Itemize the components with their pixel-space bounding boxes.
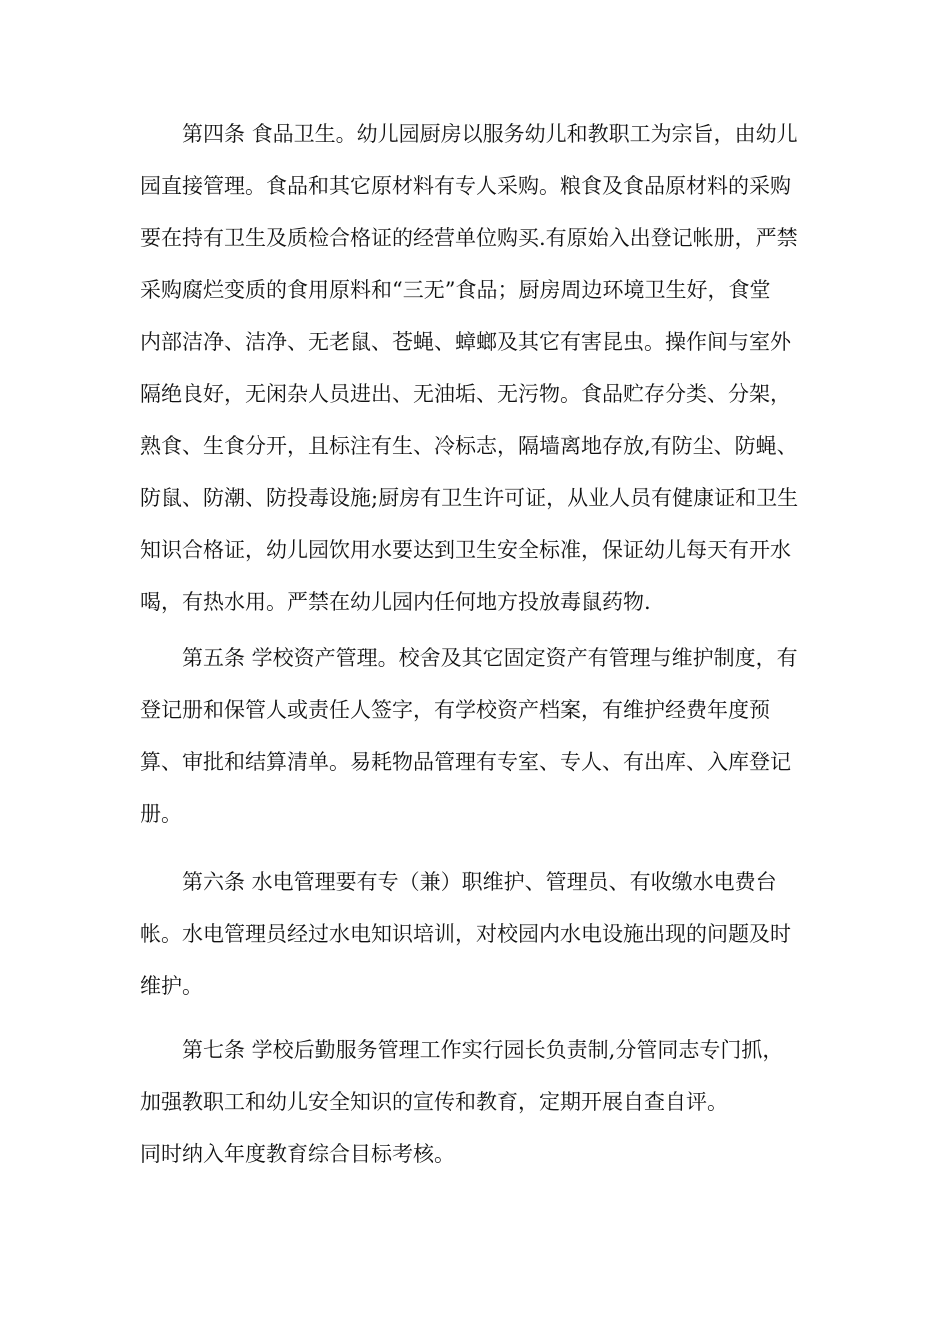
article-4-line-4: 采购腐烂变质的食用原料和“三无”食品；厨房周边环境卫生好，食堂 [140, 278, 771, 302]
article-7-line-1: 第七条 学校后勤服务管理工作实行园长负责制,分管同志专门抓， [182, 1038, 784, 1062]
article-4-line-8: 防鼠、防潮、防投毒设施;厨房有卫生许可证，从业人员有健康证和卫生 [140, 486, 799, 510]
article-4-line-1: 第四条 食品卫生。幼儿园厨房以服务幼儿和教职工为宗旨，由幼儿 [182, 122, 798, 146]
article-4-line-9: 知识合格证，幼儿园饮用水要达到卫生安全标准，保证幼儿每天有开水 [140, 538, 791, 562]
article-5-line-1: 第五条 学校资产管理。校舍及其它固定资产有管理与维护制度，有 [182, 646, 798, 670]
article-6-line-1: 第六条 水电管理要有专（兼）职维护、管理员、有收缴水电费台 [182, 870, 777, 894]
article-4-line-7: 熟食、生食分开，且标注有生、冷标志，隔墙离地存放,有防尘、防蝇、 [140, 434, 798, 458]
article-4-paragraph [140, 108, 820, 628]
article-4-line-10: 喝，有热水用。严禁在幼儿园内任何地方投放毒鼠药物. [140, 590, 651, 614]
article-5-line-4: 册。 [140, 802, 182, 826]
article-7-line-2: 加强教职工和幼儿安全知识的宣传和教育，定期开展自查自评。 [140, 1090, 728, 1114]
article-6-line-2: 帐。水电管理员经过水电知识培训，对校园内水电设施出现的问题及时 [140, 922, 791, 946]
article-4-line-6: 隔绝良好，无闲杂人员进出、无油垢、无污物。食品贮存分类、分架， [140, 382, 791, 406]
article-7-line-3: 同时纳入年度教育综合目标考核。 [140, 1142, 455, 1166]
article-6-paragraph [140, 856, 820, 1012]
article-4-line-3: 要在持有卫生及质检合格证的经营单位购买.有原始入出登记帐册，严禁 [140, 226, 798, 250]
article-6-line-3: 维护。 [140, 974, 203, 998]
article-7-paragraph [140, 1024, 820, 1180]
article-4-line-5: 内部洁净、洁净、无老鼠、苍蝇、蟑螂及其它有害昆虫。操作间与室外 [140, 330, 791, 354]
article-5-line-2: 登记册和保管人或责任人签字，有学校资产档案，有维护经费年度预 [140, 698, 770, 722]
article-4-line-2: 园直接管理。食品和其它原材料有专人采购。粮食及食品原材料的采购 [140, 174, 791, 198]
article-5-line-3: 算、审批和结算清单。易耗物品管理有专室、专人、有出库、入库登记 [140, 750, 791, 774]
article-5-paragraph [140, 632, 820, 840]
